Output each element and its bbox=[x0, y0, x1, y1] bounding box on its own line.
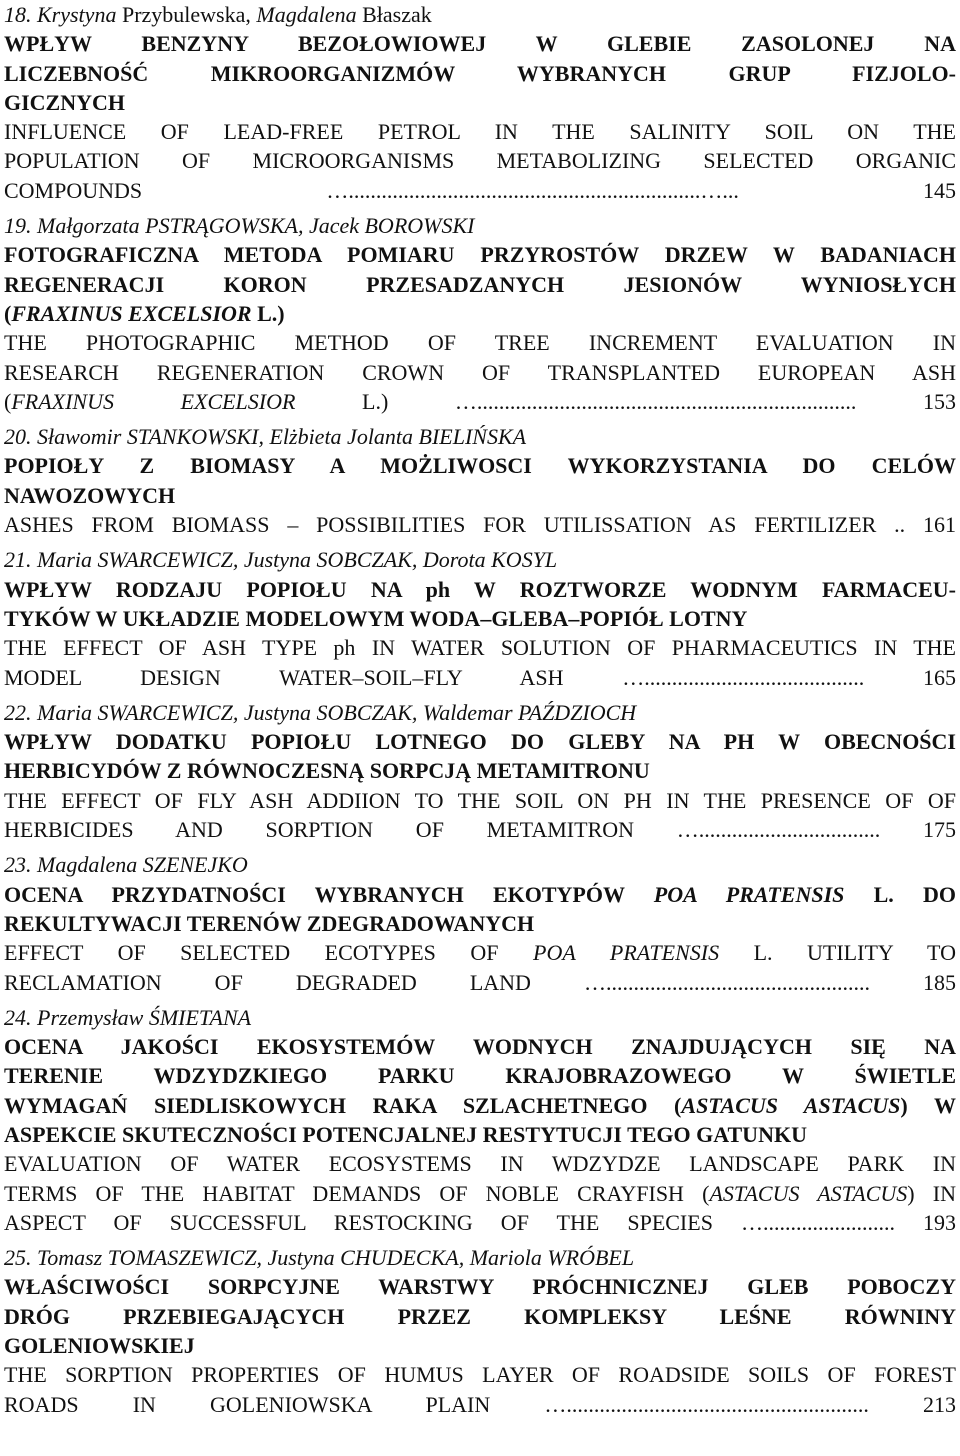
table-of-contents bbox=[4, 0, 956, 1419]
toc-entry bbox=[4, 545, 956, 697]
entry-title-polish: REGENERACJI KORON PRZESADZANYCH JESIONÓW WYNIOSŁYCH bbox=[4, 271, 956, 297]
entry-authors bbox=[4, 850, 956, 879]
entry-title-english: RESEARCH REGENERATION CROWN OF TRANSPLANTED EUROPEAN ASH bbox=[4, 359, 956, 385]
entry-author-names: Maria SWARCEWICZ, Justyna SOBCZAK, Dorota KOSYL bbox=[37, 547, 558, 573]
entry-author-names: Sławomir STANKOWSKI, Elżbieta Jolanta BIELIŃSKA bbox=[37, 424, 527, 450]
entry-title-english: (FRAXINUS EXCELSIOR L.) …..................................................................... 153 bbox=[4, 388, 956, 414]
entry-title-polish: LICZEBNOŚĆ MIKROORGANIZMÓW WYBRANYCH GRUP FIZJOLO- bbox=[4, 60, 956, 86]
entry-title-polish: REKULTYWACJI TERENÓW ZDEGRADOWANYCH bbox=[4, 910, 535, 936]
entry-author-names: Magdalena SZENEJKO bbox=[37, 852, 248, 878]
entry-title-polish: FOTOGRAFICZNA METODA POMIARU PRZYROSTÓW DRZEW W BADANIACH bbox=[4, 242, 956, 268]
entry-title-english: THE PHOTOGRAPHIC METHOD OF TREE INCREMENT EVALUATION IN bbox=[4, 330, 956, 356]
entry-title-english: THE EFFECT OF FLY ASH ADDIION TO THE SOIL ON PH IN THE PRESENCE OF OF bbox=[4, 787, 956, 813]
entry-author-names: Tomasz TOMASZEWICZ, Justyna CHUDECKA, Mariola WRÓBEL bbox=[37, 1245, 635, 1271]
entry-title-polish: DRÓG PRZEBIEGAJĄCYCH PRZEZ KOMPLEKSY LEŚNE RÓWNINY bbox=[4, 1303, 956, 1329]
toc-entry bbox=[4, 850, 956, 1002]
entry-title-polish: GOLENIOWSKIEJ bbox=[4, 1333, 195, 1359]
entry-title-english: MODEL DESIGN WATER–SOIL–FLY ASH …........................................ 165 bbox=[4, 664, 956, 690]
entry-title-english: EFFECT OF SELECTED ECOTYPES OF POA PRATENSIS L. UTILITY TO bbox=[4, 940, 956, 966]
toc-entry bbox=[4, 1243, 956, 1419]
entry-number: 19. bbox=[4, 213, 32, 239]
entry-author-names: Przemysław ŚMIETANA bbox=[37, 1004, 252, 1030]
entry-title-english: HERBICIDES AND SORPTION OF METAMITRON …................................. 175 bbox=[4, 817, 956, 843]
toc-entry bbox=[4, 422, 956, 545]
entry-title-english: RECLAMATION OF DEGRADED LAND …................................................ 185 bbox=[4, 969, 956, 995]
entry-title-english: ROADS IN GOLENIOWSKA PLAIN …....................................................... 213 bbox=[4, 1391, 956, 1417]
toc-entry bbox=[4, 211, 956, 422]
entry-author-names: Maria SWARCEWICZ, Justyna SOBCZAK, Waldemar PAŹDZIOCH bbox=[37, 699, 637, 725]
entry-title-english: THE SORPTION PROPERTIES OF HUMUS LAYER OF ROADSIDE SOILS OF FOREST bbox=[4, 1362, 956, 1388]
entry-number: 18. bbox=[4, 2, 32, 27]
entry-number: 23. bbox=[4, 852, 32, 878]
entry-title-polish: TERENIE WDZYDZKIEGO PARKU KRAJOBRAZOWEGO W ŚWIETLE bbox=[4, 1063, 956, 1089]
entry-authors bbox=[4, 1003, 956, 1032]
entry-authors bbox=[4, 0, 956, 29]
entry-number: 21. bbox=[4, 547, 32, 573]
entry-title-polish: ASPEKCIE SKUTECZNOŚCI POTENCJALNEJ RESTYTUCJI TEGO GATUNKU bbox=[4, 1121, 807, 1147]
entry-title-polish: WPŁYW BENZYNY BEZOŁOWIOWEJ W GLEBIE ZASOLONEJ NA bbox=[4, 31, 956, 57]
entry-number: 20. bbox=[4, 424, 32, 450]
toc-entry bbox=[4, 0, 956, 211]
entry-authors bbox=[4, 422, 956, 451]
entry-number: 22. bbox=[4, 699, 32, 725]
entry-authors bbox=[4, 545, 956, 574]
entry-title-polish: HERBICYDÓW Z RÓWNOCZESNĄ SORPCJĄ METAMITRONU bbox=[4, 758, 650, 784]
entry-number: 24. bbox=[4, 1004, 32, 1030]
entry-title-polish: TYKÓW W UKŁADZIE MODELOWYM WODA–GLEBA–POPIÓŁ LOTNY bbox=[4, 605, 748, 631]
entry-title-english: ASPECT OF SUCCESSFUL RESTOCKING OF THE SPECIES …........................ 193 bbox=[4, 1209, 956, 1235]
entry-title-english: COMPOUNDS …................................................................…... 145 bbox=[4, 177, 956, 203]
entry-authors bbox=[4, 698, 956, 727]
entry-title-english: THE EFFECT OF ASH TYPE ph IN WATER SOLUTION OF PHARMACEUTICS IN THE bbox=[4, 635, 956, 661]
entry-title-polish: OCENA PRZYDATNOŚCI WYBRANYCH EKOTYPÓW POA PRATENSIS L. DO bbox=[4, 881, 956, 907]
entry-title-english: ASHES FROM BIOMASS – POSSIBILITIES FOR UTILISSATION AS FERTILIZER .. 161 bbox=[4, 512, 956, 538]
entry-authors bbox=[4, 211, 956, 240]
entry-title-english: INFLUENCE OF LEAD-FREE PETROL IN THE SALINITY SOIL ON THE bbox=[4, 119, 956, 145]
entry-title-polish: GICZNYCH bbox=[4, 89, 126, 115]
entry-title-english: EVALUATION OF WATER ECOSYSTEMS IN WDZYDZE LANDSCAPE PARK IN bbox=[4, 1151, 956, 1177]
entry-title-polish: NAWOZOWYCH bbox=[4, 482, 176, 508]
entry-title-polish: WPŁYW RODZAJU POPIOŁU NA ph W ROZTWORZE WODNYM FARMACEU- bbox=[4, 576, 956, 602]
entry-title-english: POPULATION OF MICROORGANISMS METABOLIZING SELECTED ORGANIC bbox=[4, 148, 956, 174]
entry-number: 25. bbox=[4, 1245, 32, 1271]
entry-author-names: Krystyna Przybulewska, Magdalena Błaszak bbox=[37, 2, 432, 27]
entry-title-polish: OCENA JAKOŚCI EKOSYSTEMÓW WODNYCH ZNAJDUJĄCYCH SIĘ NA bbox=[4, 1034, 956, 1060]
entry-title-polish: WYMAGAŃ SIEDLISKOWYCH RAKA SZLACHETNEGO (ASTACUS ASTACUS) W bbox=[4, 1092, 956, 1118]
entry-title-polish: WPŁYW DODATKU POPIOŁU LOTNEGO DO GLEBY NA PH W OBECNOŚCI bbox=[4, 729, 956, 755]
entry-title-english: TERMS OF THE HABITAT DEMANDS OF NOBLE CRAYFISH (ASTACUS ASTACUS) IN bbox=[4, 1180, 956, 1206]
entry-authors bbox=[4, 1243, 956, 1272]
toc-entry bbox=[4, 1003, 956, 1243]
entry-author-names: Małgorzata PSTRĄGOWSKA, Jacek BOROWSKI bbox=[37, 213, 475, 239]
entry-title-polish: (FRAXINUS EXCELSIOR L.) bbox=[4, 300, 285, 326]
toc-entry bbox=[4, 698, 956, 850]
entry-title-polish: POPIOŁY Z BIOMASY A MOŻLIWOSCI WYKORZYSTANIA DO CELÓW bbox=[4, 453, 956, 479]
entry-title-polish: WŁAŚCIWOŚCI SORPCYJNE WARSTWY PRÓCHNICZNEJ GLEB POBOCZY bbox=[4, 1274, 956, 1300]
